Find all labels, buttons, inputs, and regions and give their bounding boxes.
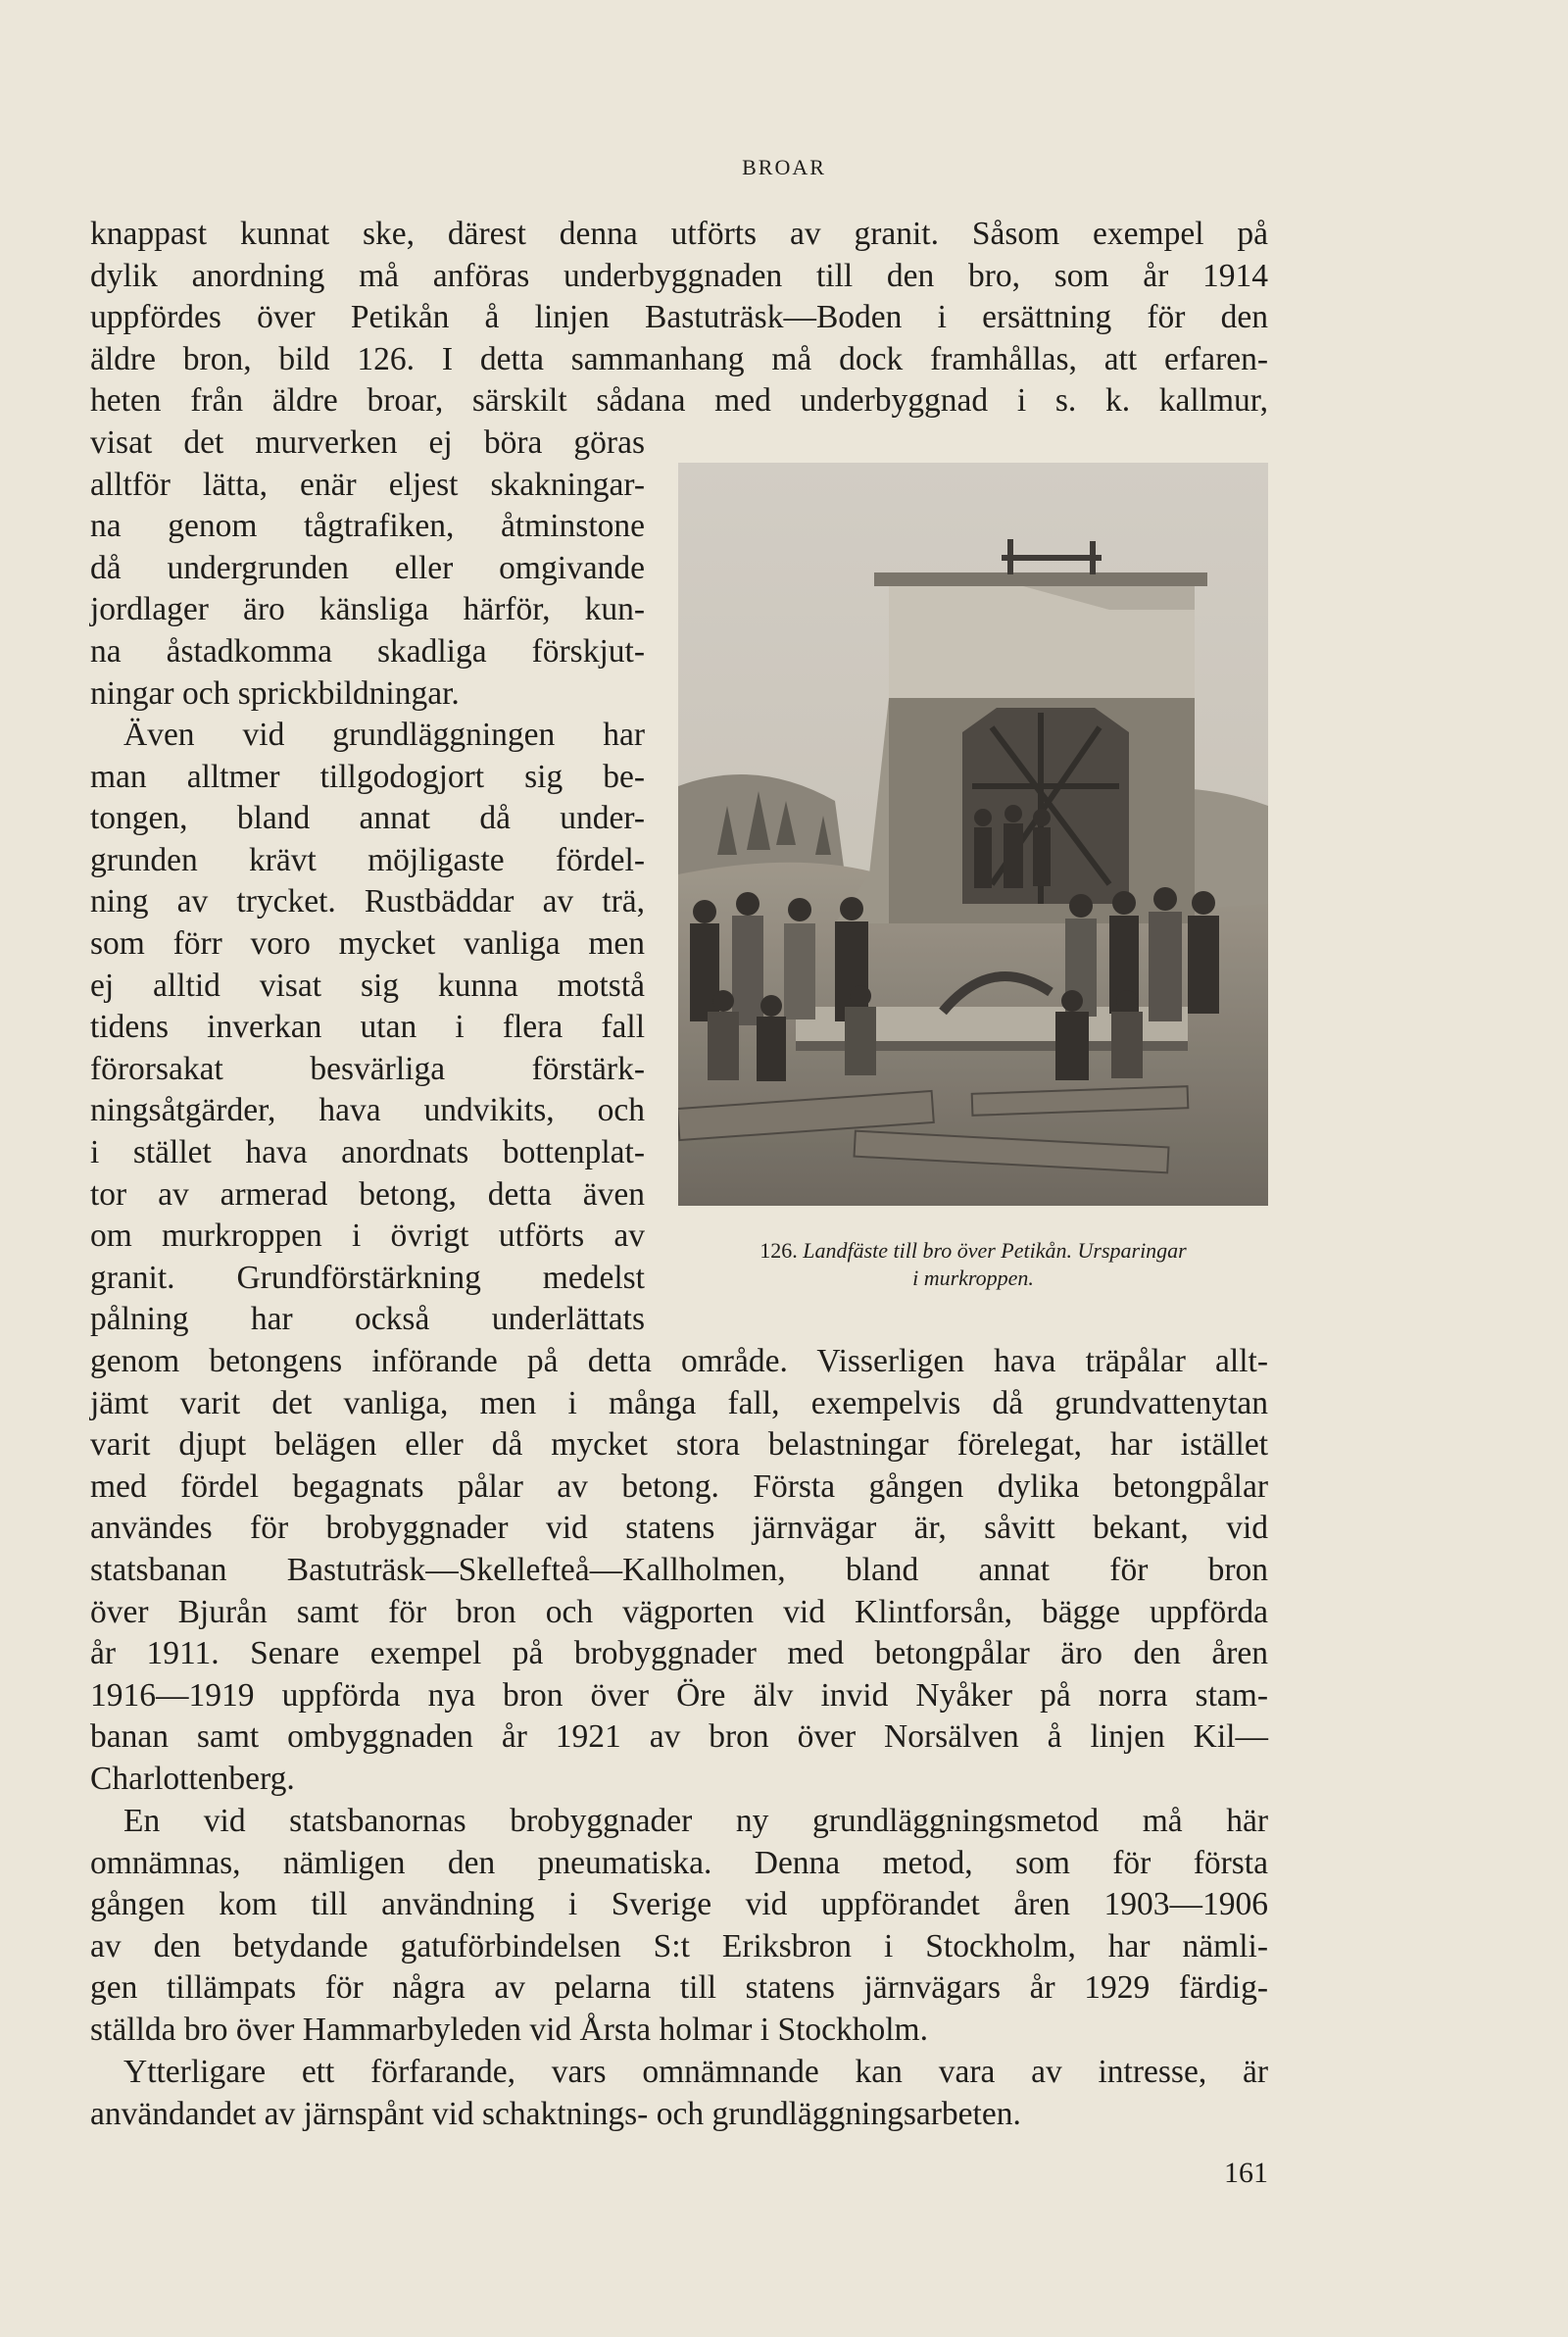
text-line: Charlottenberg. (90, 1760, 295, 1797)
text-line: användes för brobyggnader vid statens järnvägar är, såvitt bekant, vid (90, 1510, 1268, 1547)
photo-bridge-abutment (678, 463, 1268, 1206)
paragraph-1-narrow (90, 423, 645, 715)
page-number: 161 (1224, 2157, 1268, 2189)
text-line: man alltmer tillgodogjort sig be- (90, 758, 645, 795)
text-line: äldre bron, bild 126. I detta sammanhang må dock framhållas, att erfaren- (90, 340, 1268, 377)
text-line: na genom tågtrafiken, åtminstone (90, 508, 645, 545)
text-line: jordlager äro känsliga härför, kun- (90, 591, 645, 628)
text-line: visat det murverken ej böra göras (90, 424, 645, 461)
text-line: tor av armerad betong, detta även (90, 1175, 645, 1213)
text-line: 1916—1919 uppförda nya bron över Öre älv invid Nyåker på norra stam- (90, 1676, 1268, 1714)
text-line: varit djupt belägen eller då mycket stora belastningar förelegat, har istället (90, 1426, 1268, 1464)
text-line: ningar och sprickbildningar. (90, 674, 460, 712)
text-line: na åstadkomma skadliga förskjut- (90, 632, 645, 670)
text-line: grunden krävt möjligaste fördel- (90, 841, 645, 878)
text-line: ningsåtgärder, hava undvikits, och (90, 1092, 645, 1129)
text-line: granit. Grundförstärkning medelst (90, 1259, 645, 1296)
paragraph-3 (90, 1801, 1268, 2052)
text-line: dylik anordning må anföras underbyggnaden till den bro, som år 1914 (90, 257, 1268, 294)
text-line: i stället hava anordnats bottenplat- (90, 1133, 645, 1170)
text-line: genom betongens införande på detta område. Visserligen hava träpålar allt- (90, 1343, 1268, 1379)
text-line: ställda bro över Hammarbyleden vid Årsta holmar i Stockholm. (90, 2011, 928, 2048)
paragraph-2-narrow (90, 715, 645, 1341)
text-line: statsbanan Bastuträsk—Skellefteå—Kallholmen, bland annat för bron (90, 1551, 1268, 1588)
text-line: banan samt ombyggnaden år 1921 av bron över Norsälven å linjen Kil— (90, 1718, 1268, 1756)
text-line: förorsakat besvärliga förstärk- (90, 1050, 645, 1087)
text-line: En vid statsbanornas brobyggnader ny grundläggningsmetod må här (123, 1803, 1268, 1839)
figure-caption (678, 1237, 1268, 1292)
text-line: alltför lätta, enär eljest skakningar- (90, 466, 645, 503)
text-line: gen tillämpats för några av pelarna till statens järnvägars år 1929 färdig- (90, 1969, 1268, 2007)
text-line: pålning har också underlättats (90, 1301, 645, 1338)
text-line: användandet av järnspånt vid schaktnings- och grundläggningsarbeten. (90, 2095, 1021, 2132)
text-line: uppfördes över Petikån å linjen Bastuträsk—Boden i ersättning för den (90, 299, 1268, 336)
caption-text-line-2: i murkroppen. (912, 1266, 1034, 1290)
caption-text-line-1: Landfäste till bro över Petikån. Ursparingar (803, 1238, 1187, 1263)
text-line: av den betydande gatuförbindelsen S:t Eriksbron i Stockholm, har nämli- (90, 1927, 1268, 1964)
text-line: gången kom till användning i Sverige vid uppförandet åren 1903—1906 (90, 1886, 1268, 1923)
text-line: tongen, bland annat då under- (90, 800, 645, 837)
text-line: Även vid grundläggningen har (123, 717, 645, 753)
text-line: jämt varit det vanliga, men i många fall, exempelvis då grundvattenytan (90, 1384, 1268, 1421)
text-line: som förr voro mycket vanliga men (90, 924, 645, 962)
text-line: då undergrunden eller omgivande (90, 549, 645, 586)
figure-number: 126. (760, 1238, 798, 1263)
paragraph-4 (90, 2052, 1268, 2135)
text-line: med fördel begagnats pålar av betong. Första gången dylika betongpålar (90, 1467, 1268, 1505)
text-line: ning av trycket. Rustbäddar av trä, (90, 883, 645, 920)
text-line: ej alltid visat sig kunna motstå (90, 967, 645, 1004)
text-line: över Bjurån samt för bron och vägporten vid Klintforsån, bägge uppförda (90, 1593, 1268, 1630)
paragraph-1-full (90, 214, 1268, 423)
text-line: heten från äldre broar, särskilt sådana med underbyggnad i s. k. kallmur, (90, 382, 1268, 420)
text-line: år 1911. Senare exempel på brobyggnader med betongpålar äro den åren (90, 1635, 1268, 1672)
text-line: om murkroppen i övrigt utförts av (90, 1218, 645, 1255)
paragraph-2-full (90, 1341, 1268, 1801)
running-head: BROAR (742, 155, 826, 179)
text-line: knappast kunnat ske, därest denna utförts av granit. Såsom exempel på (90, 216, 1268, 252)
text-line: Ytterligare ett förfarande, vars omnämnande kan vara av intresse, är (123, 2054, 1268, 2090)
photo-illustration (678, 463, 1268, 1206)
text-line: tidens inverkan utan i flera fall (90, 1009, 645, 1046)
text-line: omnämnas, nämligen den pneumatiska. Denna metod, som för första (90, 1844, 1268, 1881)
